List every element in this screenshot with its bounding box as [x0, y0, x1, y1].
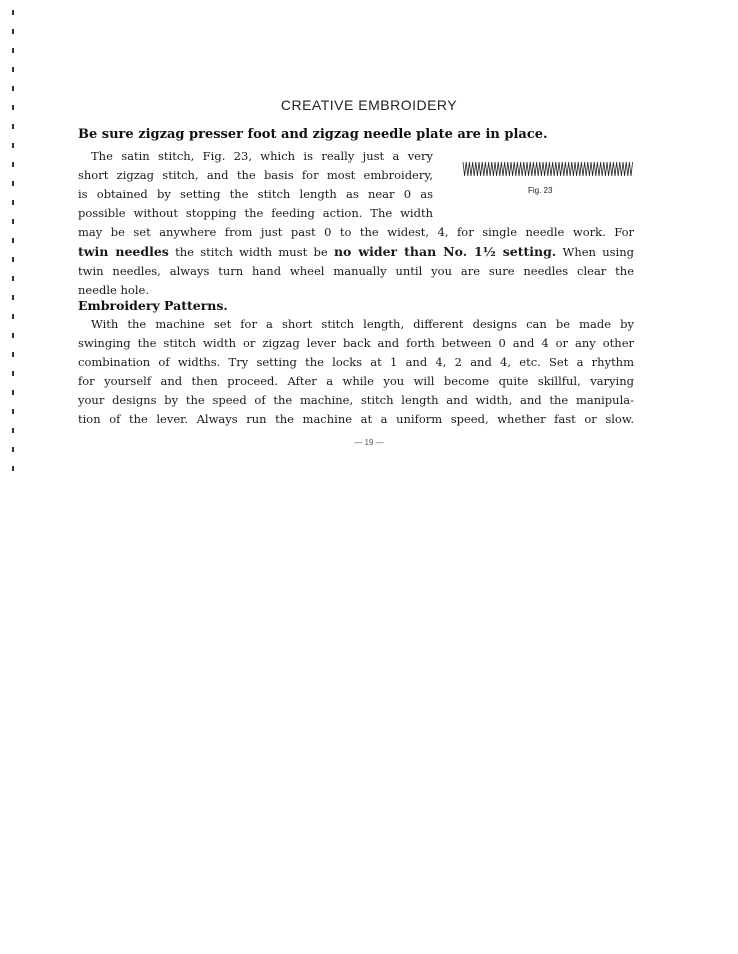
binding-tick — [12, 390, 14, 395]
paragraph-line: needle hole. — [78, 283, 149, 297]
figure-caption: Fig. 23 — [528, 186, 553, 195]
binding-tick — [12, 352, 14, 357]
binding-tick — [12, 295, 14, 300]
paragraph-line: may be set anywhere from just past 0 to the widest, 4, for single needle work. For — [78, 225, 634, 239]
binding-tick — [12, 10, 14, 15]
binding-tick — [12, 86, 14, 91]
paragraph-line: is obtained by setting the stitch length as near 0 as — [78, 187, 433, 201]
paragraph-line: The satin stitch, Fig. 23, which is really just a very — [91, 149, 433, 163]
binding-tick — [12, 238, 14, 243]
binding-tick — [12, 219, 14, 224]
paragraph-line: twin needles, always turn hand wheel manually until you are sure needles clear the — [78, 264, 634, 278]
paragraph-line: for yourself and then proceed. After a while you will become quite skillful, varying — [78, 374, 634, 388]
paragraph-line: tion of the lever. Always run the machine at a uniform speed, whether fast or slow. — [78, 412, 634, 426]
paragraph-line: combination of widths. Try setting the locks at 1 and 4, 2 and 4, etc. Set a rhythm — [78, 355, 634, 369]
paragraph-line: your designs by the speed of the machine, stitch length and width, and the manipula- — [78, 393, 634, 407]
binding-tick — [12, 276, 14, 281]
satin-stitch-paragraph — [78, 147, 433, 223]
binding-tick — [12, 181, 14, 186]
inline-text: When using — [556, 245, 634, 259]
binding-hole-marks — [12, 10, 16, 480]
binding-tick — [12, 143, 14, 148]
inline-text: the stitch width must be — [168, 245, 334, 259]
bold-phrase-width-limit: no wider than No. 1½ setting. — [333, 244, 557, 259]
paragraph-line: short zigzag stitch, and the basis for most embroidery, — [78, 168, 433, 182]
binding-tick — [12, 333, 14, 338]
binding-tick — [12, 371, 14, 376]
binding-tick — [12, 29, 14, 34]
binding-tick — [12, 466, 14, 471]
satin-stitch-illustration — [462, 160, 636, 180]
paragraph-line: swinging the stitch width or zigzag lever back and forth between 0 and 4 or any other — [78, 336, 634, 350]
binding-tick — [12, 428, 14, 433]
embroidery-patterns-paragraph — [78, 315, 634, 429]
binding-tick — [12, 162, 14, 167]
page-number: — 19 — — [354, 438, 384, 447]
binding-tick — [12, 314, 14, 319]
binding-tick — [12, 447, 14, 452]
binding-tick — [12, 200, 14, 205]
paragraph-line — [78, 242, 634, 262]
binding-tick — [12, 257, 14, 262]
binding-tick — [12, 67, 14, 72]
binding-tick — [12, 124, 14, 129]
stitch-width-paragraph — [78, 223, 634, 300]
bold-phrase-twin-needles: twin needles — [78, 244, 169, 259]
binding-tick — [12, 409, 14, 414]
subheading-embroidery-patterns: Embroidery Patterns. — [78, 298, 228, 313]
notice-heading: Be sure zigzag presser foot and zigzag needle plate are in place. — [78, 127, 548, 142]
page-title: CREATIVE EMBROIDERY — [280, 97, 458, 113]
zigzag-stitch-path — [463, 162, 633, 176]
binding-tick — [12, 48, 14, 53]
paragraph-line: With the machine set for a short stitch length, different designs can be made by — [91, 317, 634, 331]
paragraph-line: possible without stopping the feeding action. The width — [78, 206, 433, 220]
